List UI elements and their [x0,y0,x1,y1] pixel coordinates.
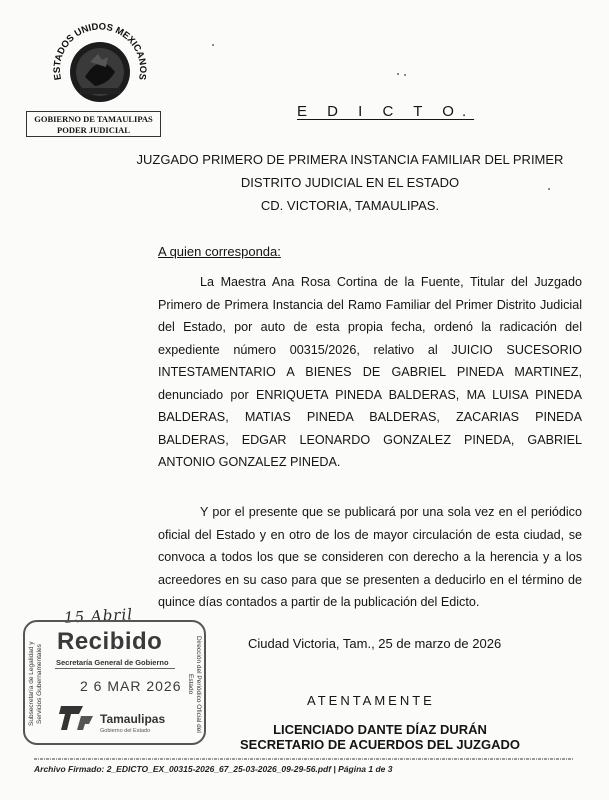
court-line-3: CD. VICTORIA, TAMAULIPAS. [260,198,440,213]
stamp-brand: Tamaulipas [100,712,166,726]
scan-speck [212,44,214,46]
government-box [26,111,161,137]
stamp-subtitle: Secretaría General de Gobierno [56,658,169,667]
salutation-text: A quien corresponda [158,244,278,259]
signer-title: SECRETARIO DE ACUERDOS DEL JUZGADO [239,737,520,752]
body-paragraph-2: Y por el presente que se publicará por una sola vez en el periódico oficial del Estado y en otro de los de mayor circulación de esta ciudad, se convoca a todos los que se consideren con derecho a la herencia y a los acreedores en su caso para que se presenten a deducirlo en el término de quince días contados a partir de la publicación del Edicto. [158,505,582,609]
document-title: E D I C T O. [297,103,475,120]
court-line-1: JUZGADO PRIMERO DE PRIMERA INSTANCIA FAMILIAR DEL PRIMER [136,152,564,167]
tamaulipas-logo-icon [57,702,97,734]
coat-of-arms-icon [40,22,160,114]
scan-speck [548,188,550,190]
salutation-colon: : [277,244,281,259]
signer-name: LICENCIADO DANTE DÍAZ DURÁN [273,722,487,737]
place-date: Ciudad Victoria, Tam., 25 de marzo de 2026 [248,636,502,651]
court-header [120,148,580,217]
received-stamp [23,620,206,745]
court-line-2: DISTRITO JUDICIAL EN EL ESTADO [240,175,460,190]
stamp-brand-sub: Gobierno del Estado [100,728,151,734]
government-name: GOBIERNO DE TAMAULIPAS [34,114,153,124]
judicial-branch: PODER JUDICIAL [57,125,130,135]
stamp-divider [55,668,175,669]
archive-footer: Archivo Firmado: 2_EDICTO_EX_00315-2026_67_25-03-2026_09-29-56.pdf | Página 1 de 3 [34,764,393,774]
signature-block [230,722,530,752]
coat-of-arms-seal [40,22,160,114]
stamp-right-text: Dirección del Periódico Oficial del Estado [187,635,202,733]
stamp-date: 2 6 MAR 2026 [80,678,182,694]
microprint-line [34,757,574,761]
closing: ATENTAMENTE [307,693,435,708]
scan-speck [404,74,406,76]
handwritten-note: 15 Abril [63,605,134,627]
salutation [158,244,281,259]
scan-speck [397,73,399,75]
stamp-left-text: Subsecretaría de Legalidad y Servicios Gubernamentales [28,641,43,727]
svg-text:ESTADOS UNIDOS MEXICANOS: ESTADOS UNIDOS MEXICANOS [51,22,149,81]
stamp-title: Recibido [57,628,163,655]
body-paragraph-1: La Maestra Ana Rosa Cortina de la Fuente, Titular del Juzgado Primero de Primera Instancia del Ramo Familiar del Primer Distrito Judicial del Estado, por auto de esta propia fecha, ordenó la radicación del expediente número 00315/2026, relativo al JUICIO SUCESORIO INTESTAMENTARIO A BIENES DE GABRIEL PINEDA MARTINEZ, denunciado por ENRIQUETA PINEDA BALDERAS, MA LUISA PINEDA BALDERAS, MATIAS PINEDA BALDERAS, ZACARIAS PINEDA BALDERAS, EDGAR LEONARDO GONZALEZ PINEDA, GABRIEL ANTONIO GONZALEZ PINEDA. [158,275,582,469]
